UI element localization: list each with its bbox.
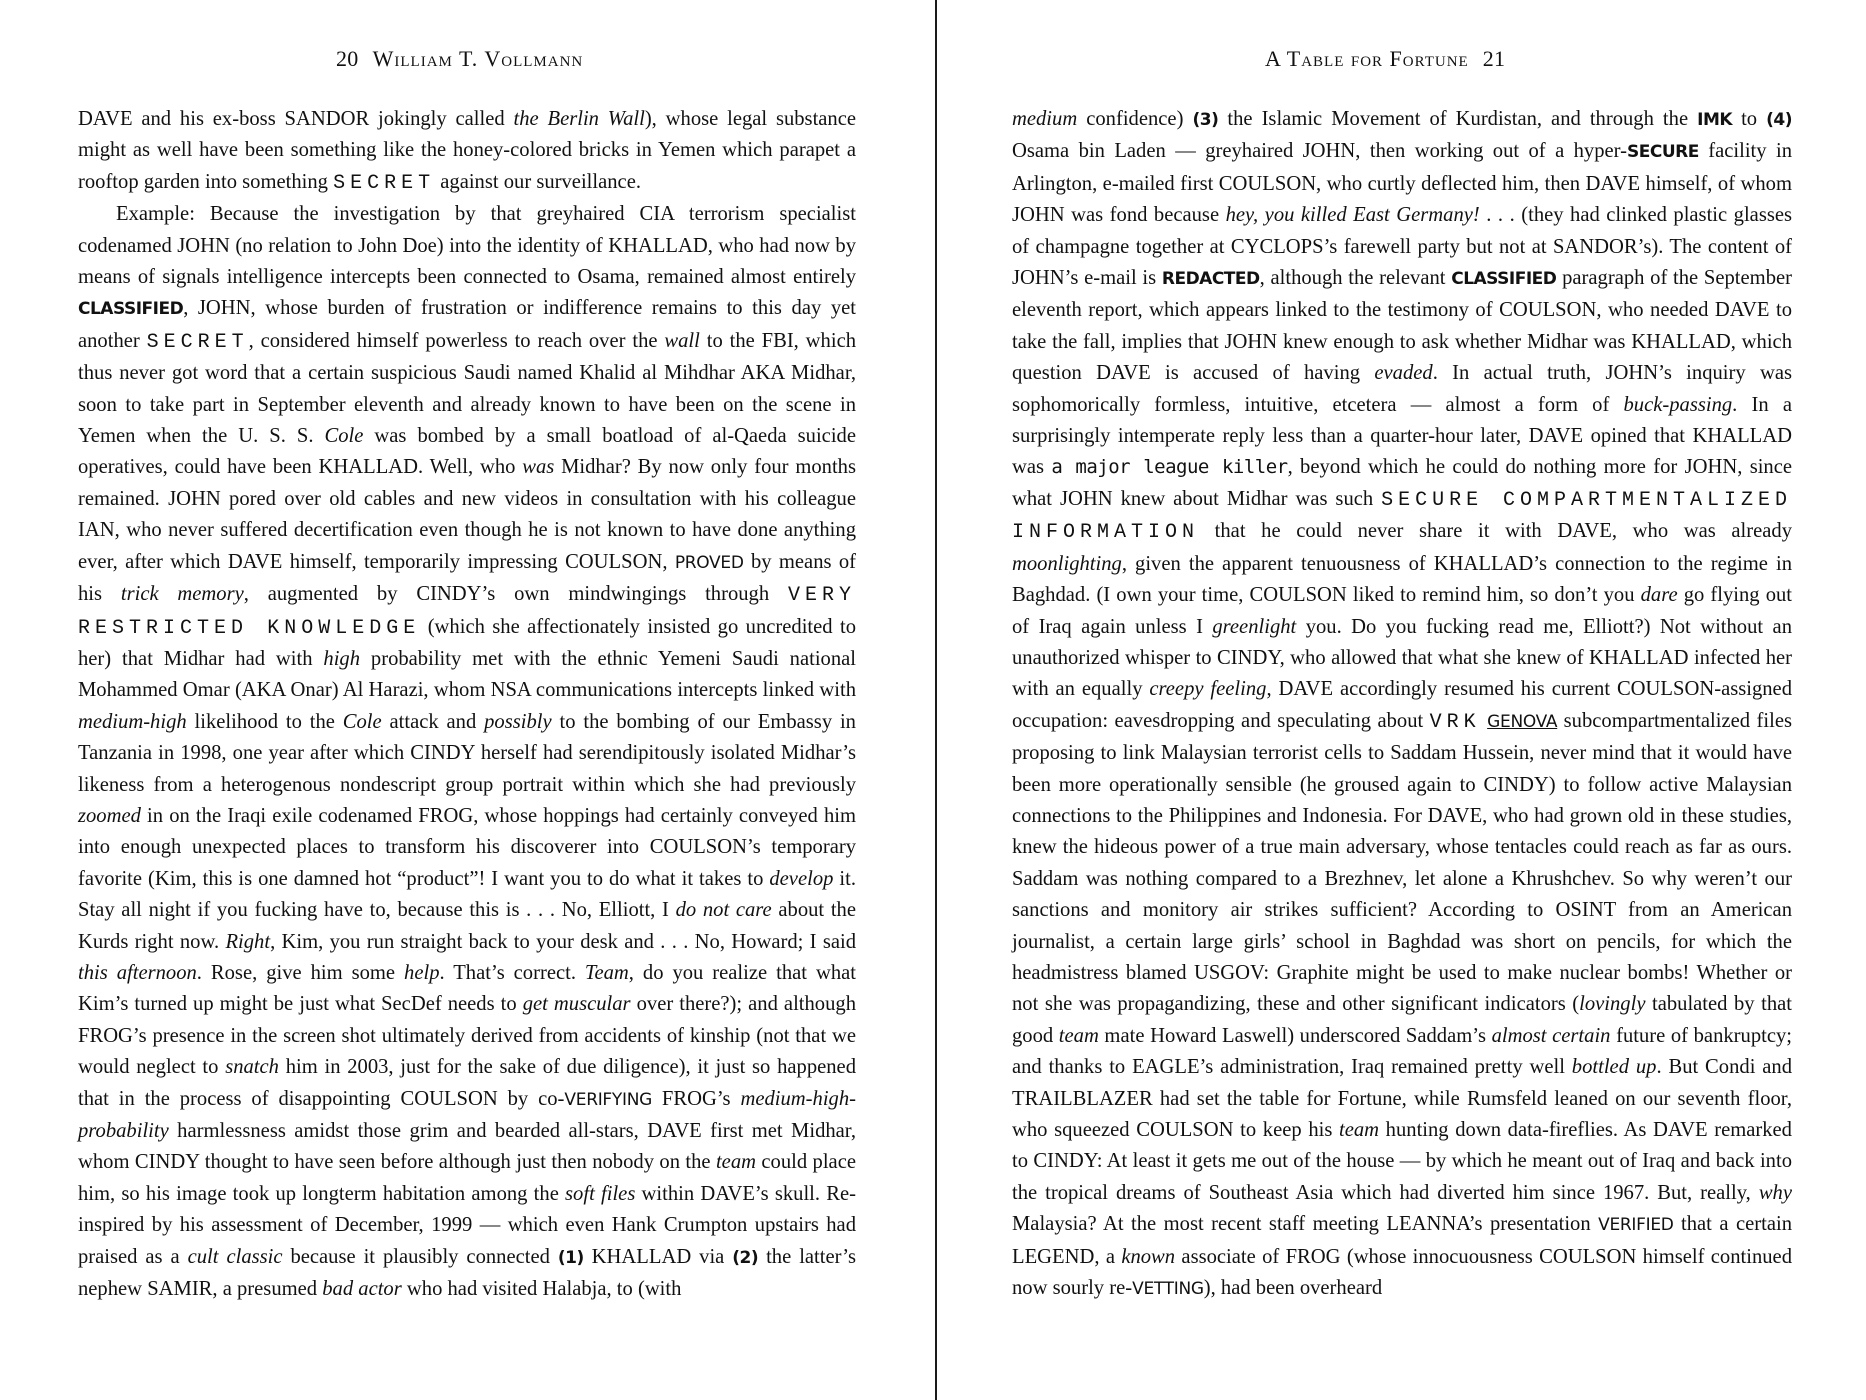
text-run: (2) <box>732 1247 759 1268</box>
text-run: it. Stay all night if you fucking have to, because this is . . . No, Elliott, I <box>78 867 856 922</box>
text-run: known <box>1121 1245 1176 1268</box>
text-run: buck-passing <box>1623 393 1733 416</box>
text-run: hey, you killed East Germany! <box>1225 204 1480 227</box>
text-run: you. Do you fucking read me, Elliott?) Not without an unauthorized whisper to CINDY, who allowed that what she knew of KHALLAD infected her with an equally <box>1012 615 1792 701</box>
page-number: 20 <box>336 46 359 71</box>
text-run: over there?); and although FROG’s presence in the screen shot ultimately derived from accidents of kinship (not that we would neglect to <box>78 993 856 1079</box>
text-run: Midhar? By now only four months remained. JOHN pored over old cables and new videos in consultation with his colleague IAN, who never suffered decertification even though he is not known to have done anything ever, after which DAVE himself, temporarily impressing COULSON, <box>78 456 856 573</box>
text-run: CLASSIFIED <box>1451 269 1557 290</box>
text-run: this afternoon <box>78 961 197 984</box>
text-run: SECRET <box>146 330 249 354</box>
text-run: bad actor <box>322 1278 402 1301</box>
text-run: subcompartmentalized files proposing to link Malaysian terrorist cells to Saddam Hussein, never mind that it would have been more operationally sensible (he groused again to CINDY) to follow active Malaysian connections to the Philippines and Indonesia. For DAVE, who had grown old in these studies, knew the hideous power of a true main adversary, whose tentacles could reach as far as ours. Saddam was nothing compared to a Brezhnev, let alone a Khrushchev. So why weren’t our sanctions and monitory air strikes sufficient? According to OSINT from an American journalist, a certain large girls’ school in Baghdad was short on pencils, for which the headmistress blamed USGOV: Graphite might be used to make nuclear bombs! Whether or not she was propagandizing, these and other significant indicators ( <box>1012 709 1792 1016</box>
text-run: in on the Iraqi exile codenamed FROG, whose hoppings had certainly conveyed him into enough unexpected places to transform his discoverer into COULSON’s temporary favorite (Kim, this is one damned hot “product”! I want you to do what it takes to <box>78 804 856 890</box>
text-run: develop <box>769 867 834 890</box>
text-run: mate Howard Laswell) underscored Saddam’s <box>1098 1024 1492 1047</box>
text-run: SECRET <box>333 171 436 195</box>
text-run: CLASSIFIED <box>78 299 184 320</box>
text-run: cult classic <box>187 1245 283 1268</box>
text-run: possibly <box>484 710 552 733</box>
text-run: Malaysia? At the most recent staff meeting LEANNA’s presentation <box>1012 1213 1599 1236</box>
text-run: Cole <box>342 710 382 733</box>
text-run: snatch <box>225 1056 279 1079</box>
text-run: Team <box>584 961 629 984</box>
text-run: , Kim, you run straight back to your desk and . . . No, Howard; I said <box>270 930 856 953</box>
text-run: about the Kurds right now. <box>78 899 856 953</box>
text-run: KHALLAD via <box>583 1245 733 1268</box>
text-run: VERY RESTRICTED KNOWLEDGE <box>78 584 856 640</box>
text-run: within DAVE’s skull. Re-inspired by his assessment of December, 1999 — which even Hank Crumpton upstairs had praised as a <box>78 1182 856 1268</box>
text-run: soft files <box>565 1182 636 1205</box>
text-run: wall <box>664 329 700 352</box>
text-run: to <box>1732 108 1767 130</box>
text-run: attack and <box>381 710 485 733</box>
text-run: VERIFYING <box>564 1089 652 1110</box>
text-run: probability met with the ethnic Yemeni Saudi national Mohammed Omar (AKA Onar) Al Harazi, whom NSA communications intercepts linked with <box>78 647 857 702</box>
text-run: . But Condi and TRAILBLAZER had set the table for Fortune, while Rumsfeld leaned on our seventh floor, who squeezed COULSON to keep his <box>1012 1056 1792 1141</box>
text-run: , do you realize that what Kim’s turned up might be just what SecDef needs to <box>78 961 856 1016</box>
text-run: Osama bin Laden — greyhaired JOHN, then working out of a hyper- <box>1012 140 1627 163</box>
text-run: the Islamic Movement of Kurdistan, and through the <box>1218 108 1698 130</box>
text-run: paragraph of the September eleventh report, which appears linked to the testimony of COULSON, who needed DAVE to take the fall, implies that JOHN knew enough to ask whether Midhar was KHALLAD, which question DAVE is accused of having <box>1012 267 1792 385</box>
text-run: confidence) <box>1077 108 1193 130</box>
text-run: VERIFIED <box>1598 1215 1674 1236</box>
right-page <box>937 0 1866 1400</box>
text-run: why <box>1758 1181 1792 1204</box>
text-run: to the FBI, which thus never got word that a certain suspicious Saudi named Khalid al Mihdhar AKA Midhar, soon to take part in September eleventh and already known to have been on the scene in Yemen when the U. S. S. <box>78 329 857 448</box>
body-text <box>78 104 856 1305</box>
running-head: A Table for Fortune <box>1265 46 1469 71</box>
text-run: because it plausibly connected <box>282 1245 558 1268</box>
text-run: Example: Because the investigation by that greyhaired CIA terrorism specialist codenamed JOHN (no relation to John Doe) into the identity of KHALLAD, who had now by means of signals intelligence intercepts been connected to Osama, remained almost entirely <box>78 203 856 289</box>
text-run: VETTING <box>1132 1279 1204 1300</box>
text-run: to the bombing of our Embassy in Tanzania in 1998, one year after which CINDY herself had serendipitously isolated Midhar’s likeness from a heterogenous nondescript group portrait within which she had previously <box>78 710 856 796</box>
text-run: help <box>404 961 440 984</box>
text-run: . In a surprisingly intemperate reply less than a quarter-hour later, DAVE opined that KHALLAD was <box>1012 393 1792 479</box>
text-run: harmlessness amidst those grim and bearded all-stars, DAVE first met Midhar, whom CINDY thought to have seen before although just then nobody on the <box>78 1120 856 1174</box>
text-run: him in 2003, just for the sake of due diligence), it just so happened that in the process of disappointing COULSON by co- <box>78 1056 856 1110</box>
text-run: . Rose, give him some <box>196 961 405 984</box>
text-run: medium-high <box>78 710 187 733</box>
page-number: 21 <box>1482 46 1506 71</box>
paragraph <box>78 199 856 1305</box>
text-run: PROVED <box>674 552 744 573</box>
text-run: Cole <box>324 425 364 448</box>
text-run: team <box>1058 1024 1099 1047</box>
text-run: trick memory <box>120 583 244 606</box>
text-run: FROG’s <box>652 1087 741 1110</box>
running-head: William T. Vollmann <box>372 46 584 71</box>
text-run: medium <box>1012 108 1078 130</box>
text-run: ), whose legal substance might as well have been something like the honey-colored bricks in Yemen which parapet a rooftop garden into something <box>78 108 857 193</box>
text-run: was bombed by a small boatload of al-Qaeda suicide operatives, could have been KHALLAD. Well, who <box>78 425 856 479</box>
text-run: lovingly <box>1579 993 1646 1016</box>
text-run: greenlight <box>1212 615 1297 638</box>
text-run: by means of his <box>78 550 856 606</box>
text-run: bottled up <box>1571 1056 1657 1079</box>
text-run: go flying out of Iraq again unless I <box>1012 584 1793 638</box>
text-run: against our surveillance. <box>435 170 641 193</box>
text-run: Right <box>225 930 271 953</box>
text-run: team <box>1339 1119 1380 1141</box>
text-run: associate of FROG (whose innocuousness COULSON himself continued now sourly re- <box>1012 1245 1792 1300</box>
text-run: that a certain LEGEND, a <box>1012 1213 1792 1268</box>
text-run: future of bankruptcy; and thanks to EAGLE’s administration, Iraq remained pretty well <box>1012 1024 1793 1079</box>
text-run: do not care <box>675 899 772 922</box>
text-run: REDACTED <box>1161 269 1260 290</box>
text-run: could place him, so his image took up longterm habitation among the <box>78 1151 856 1205</box>
text-run: , DAVE accordingly resumed his current COULSON-assigned occupation: eavesdropping and speculating about <box>1012 678 1792 732</box>
running-header-left <box>322 46 583 72</box>
text-run: SECURE COMPARTMENTALIZED INFORMATION <box>1012 488 1792 545</box>
text-run: who had visited Halabja, to (with <box>401 1278 682 1301</box>
text-run: was <box>522 456 555 479</box>
text-run: get muscular <box>522 993 631 1016</box>
text-run: tabulated by that good <box>1012 993 1792 1047</box>
text-run: a major league killer <box>1051 456 1288 479</box>
text-run: . In actual truth, JOHN’s inquiry was sophomorically formless, intuitive, etcetera — almost a form of <box>1012 362 1793 416</box>
text-run: , augmented by CINDY’s own mindwingings through <box>243 583 788 606</box>
text-run: , considered himself powerless to reach over the <box>248 329 665 352</box>
text-run: zoomed <box>78 804 141 827</box>
text-run: moonlighting <box>1012 552 1122 575</box>
text-run: IMK <box>1697 110 1733 130</box>
text-run: high <box>323 647 361 670</box>
running-header-right <box>1265 46 1519 72</box>
text-run: almost certain <box>1491 1024 1611 1047</box>
text-run: , although the relevant <box>1259 267 1452 290</box>
text-run: . That’s correct. <box>439 961 585 984</box>
text-run: (1) <box>557 1247 584 1268</box>
text-run: dare <box>1640 584 1678 607</box>
paragraph <box>78 104 856 199</box>
text-run: team <box>715 1151 756 1174</box>
text-run: , given the apparent tenuousness of KHALLAD’s connection to the regime in Baghdad. (I own your time, COULSON liked to remind him, so don’t you <box>1012 552 1792 607</box>
text-run: hunting down data-fireflies. As DAVE remarked to CINDY: At least it gets me out of the house — by which he meant out of Iraq and back into the tropical dreams of Southeast Asia which had diverted him since 1967. But, really, <box>1012 1119 1792 1204</box>
text-run: likelihood to the <box>186 710 343 733</box>
text-run: VRK <box>1429 710 1481 734</box>
text-run: facility in Arlington, e-mailed first COULSON, who curtly deflected him, then DAVE himself, of whom JOHN was fond because <box>1012 140 1792 227</box>
text-run: . . . (they had clinked plastic glasses of champagne together at CYCLOPS’s farewell party but not at SANDOR’s). The content of JOHN’s e-mail is <box>1012 204 1793 290</box>
text-run: DAVE and his ex-boss SANDOR jokingly called <box>78 108 514 130</box>
text-run: medium-high-probability <box>78 1087 856 1142</box>
text-run: evaded <box>1374 362 1433 385</box>
text-run: ), had been overheard <box>1203 1277 1383 1300</box>
text-run: the Berlin Wall <box>513 108 645 130</box>
text-run: (4) <box>1766 110 1793 130</box>
text-run: , JOHN, whose burden of frustration or indifference remains to this day yet another <box>78 297 856 352</box>
text-run: SECURE <box>1626 142 1699 163</box>
text-run: GENOVA <box>1487 711 1558 732</box>
text-run: creepy feeling <box>1149 678 1267 701</box>
body-text <box>1012 104 1792 1305</box>
paragraph <box>1012 104 1792 1305</box>
text-run: , beyond which he could do nothing more for JOHN, since what JOHN knew about Midhar was such <box>1012 456 1793 510</box>
text-run: the latter’s nephew SAMIR, a presumed <box>78 1245 857 1301</box>
text-run: (3) <box>1192 110 1219 130</box>
text-run: (which she affectionately insisted go uncredited to her) that Midhar had with <box>78 615 856 670</box>
text-run: that he could never share it with DAVE, who was already <box>1199 520 1792 543</box>
